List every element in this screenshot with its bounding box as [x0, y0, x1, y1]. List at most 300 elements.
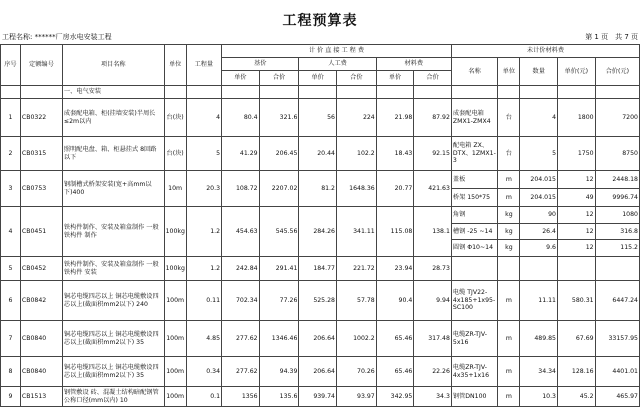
- row-base-unit-price: 277.62: [222, 321, 260, 357]
- mat-unit: kg: [498, 224, 519, 241]
- header-seq: 序号: [1, 45, 21, 86]
- blank-cell: [336, 86, 376, 99]
- header-mat-qty: 数量: [520, 58, 558, 86]
- mat-unit-price-stack: [558, 257, 595, 280]
- mat-qty: [520, 257, 557, 280]
- mat-total: 9996.74: [612, 193, 638, 201]
- mat-unit-price-stack: [558, 281, 595, 320]
- header-labor-unit-price: 单价: [299, 71, 337, 86]
- header-material-total: 合价: [414, 71, 452, 86]
- meta-bar: [2, 32, 638, 44]
- row-base-total: 2207.02: [259, 171, 299, 207]
- row-mat-total-cell: [595, 321, 639, 357]
- row-mat-qty-cell: [520, 281, 558, 321]
- header-base-total: 合价: [259, 71, 299, 86]
- section-title: 一、电气安装: [62, 86, 164, 99]
- row-mat-total-cell: [595, 171, 639, 207]
- row-item: 钢制槽式桥架安装(宽+高mm以下)400: [62, 171, 164, 207]
- header-material-unit-price: 单价: [376, 71, 414, 86]
- blank-cell: [1, 86, 21, 99]
- mat-qty: 26.4: [520, 224, 557, 241]
- row-code: CB0842: [20, 281, 62, 321]
- row-item: 铜芯电缆四芯以上 铜芯电缆敷设四芯以上(截面积mm2以下) 35: [62, 357, 164, 387]
- mat-unit-price-stack: [558, 171, 595, 206]
- mat-unit-price: 12: [558, 224, 595, 241]
- mat-total: 8750: [622, 149, 638, 157]
- row-mat-unit-price-cell: [558, 281, 596, 321]
- row-labor-total: 224: [336, 99, 376, 137]
- header-labor-total: 合价: [336, 71, 376, 86]
- header-item: 项目名称: [62, 45, 164, 86]
- mat-total: 7200: [622, 113, 638, 121]
- row-labor-unit-price: 284.26: [299, 207, 337, 257]
- mat-name-stack: [452, 207, 497, 256]
- mat-name: 电缆ZR-TJV-4x35+1x16: [452, 364, 490, 379]
- row-labor-total: 57.78: [336, 281, 376, 321]
- row-mat-unit-price-cell: [558, 387, 596, 407]
- row-qty: 0.1: [186, 387, 221, 407]
- row-base-unit-price: 454.63: [222, 207, 260, 257]
- table-row: [1, 137, 640, 171]
- row-item: 铁构件制作、安装及箱盒制作 一般铁构件 安装: [62, 257, 164, 281]
- mat-unit-stack: [498, 281, 519, 320]
- row-base-unit-price: 41.29: [222, 137, 260, 171]
- row-material-unit-price: 65.46: [376, 357, 414, 387]
- blank-cell: [299, 86, 337, 99]
- row-mat-unit-cell: [498, 257, 520, 281]
- row-seq: 6: [1, 281, 21, 321]
- row-base-unit-price: 702.34: [222, 281, 260, 321]
- mat-unit: m: [505, 392, 512, 400]
- mat-unit-stack: [498, 257, 519, 280]
- row-labor-total: 70.26: [336, 357, 376, 387]
- mat-unit-price-stack: [558, 387, 595, 406]
- row-code: CB1513: [20, 387, 62, 407]
- mat-qty: 10.3: [542, 392, 556, 400]
- mat-qty: 9.6: [546, 244, 556, 252]
- mat-unit-stack: [498, 99, 519, 136]
- mat-total-stack: [596, 357, 639, 386]
- row-unit: 台(块): [164, 99, 186, 137]
- mat-unit-price: 1750: [577, 149, 594, 157]
- row-qty: 0.11: [186, 281, 221, 321]
- mat-qty: 204.015: [530, 193, 556, 201]
- mat-name-stack: [452, 99, 497, 136]
- mat-unit-price: [558, 257, 595, 280]
- row-mat-unit-price-cell: [558, 321, 596, 357]
- budget-table: [0, 44, 640, 407]
- row-unit: 10m: [164, 171, 186, 207]
- header-labor: 人工费: [299, 58, 376, 71]
- mat-total: [596, 257, 639, 280]
- page-indicator: 第 1 页 共 7 页: [585, 33, 638, 41]
- mat-name-stack: [452, 387, 497, 406]
- mat-name: 钢管DN100: [452, 392, 487, 400]
- mat-unit-price: 67.69: [575, 334, 594, 342]
- row-mat-name-cell: [451, 281, 497, 321]
- mat-name-stack: [452, 257, 497, 280]
- header-base-unit-price: 单价: [222, 71, 260, 86]
- row-seq: 9: [1, 387, 21, 407]
- row-mat-unit-cell: [498, 357, 520, 387]
- row-mat-total-cell: [595, 357, 639, 387]
- row-code: CB0315: [20, 137, 62, 171]
- mat-qty-stack: [520, 281, 557, 320]
- row-mat-unit-price-cell: [558, 171, 596, 207]
- row-base-total: 206.45: [259, 137, 299, 171]
- header-base: 基价: [222, 58, 299, 71]
- blank-cell: [451, 86, 497, 99]
- blank-cell: [558, 86, 596, 99]
- mat-qty: 489.85: [534, 334, 556, 342]
- row-item: 成套配电箱、柜(挂墙安装)半周长≤2m以内: [62, 99, 164, 137]
- row-mat-name-cell: [451, 99, 497, 137]
- mat-unit-price-stack: [558, 99, 595, 136]
- row-qty: 1.2: [186, 257, 221, 281]
- mat-qty-stack: [520, 137, 557, 170]
- row-mat-qty-cell: [520, 137, 558, 171]
- mat-total: 6447.24: [612, 296, 638, 304]
- row-mat-unit-cell: [498, 137, 520, 171]
- row-material-total: 87.92: [414, 99, 452, 137]
- row-seq: 4: [1, 207, 21, 257]
- row-code: CB0753: [20, 171, 62, 207]
- row-item: 照明配电盘、箱、柜悬挂式 8回路以下: [62, 137, 164, 171]
- row-code: CB0452: [20, 257, 62, 281]
- row-code: CB0322: [20, 99, 62, 137]
- row-base-total: 545.56: [259, 207, 299, 257]
- mat-unit: m: [505, 334, 512, 342]
- mat-unit: m: [505, 193, 512, 201]
- row-labor-total: 1002.2: [336, 321, 376, 357]
- mat-name-stack: [452, 357, 497, 386]
- row-labor-total: 102.2: [336, 137, 376, 171]
- row-material-total: 421.63: [414, 171, 452, 207]
- row-mat-qty-cell: [520, 99, 558, 137]
- row-mat-name-cell: [451, 171, 497, 207]
- row-base-total: 321.6: [259, 99, 299, 137]
- row-mat-unit-cell: [498, 171, 520, 207]
- header-mat-total: 合价(元): [595, 58, 639, 86]
- mat-unit-price-stack: [558, 137, 595, 170]
- table-row: [1, 357, 640, 387]
- row-mat-qty-cell: [520, 207, 558, 257]
- row-labor-total: 1648.36: [336, 171, 376, 207]
- mat-unit: m: [505, 296, 512, 304]
- mat-name-stack: [452, 281, 497, 320]
- row-item: 铜芯电缆四芯以上 铜芯电缆敷设四芯以上(截面积mm2以下) 240: [62, 281, 164, 321]
- mat-unit-price-stack: [558, 357, 595, 386]
- mat-total: 1080: [596, 207, 639, 224]
- mat-unit: kg: [505, 244, 513, 252]
- mat-total: 2448.18: [596, 171, 639, 189]
- mat-qty-stack: [520, 207, 557, 256]
- row-seq: 3: [1, 171, 21, 207]
- row-mat-unit-cell: [498, 99, 520, 137]
- row-material-total: 138.1: [414, 207, 452, 257]
- row-unit: 100m: [164, 357, 186, 387]
- row-labor-unit-price: 206.64: [299, 321, 337, 357]
- row-mat-total-cell: [595, 281, 639, 321]
- header-code: 定额编号: [20, 45, 62, 86]
- mat-name: 盖板: [452, 171, 497, 189]
- project-name: 工程名称: ******厂房水电安装工程: [2, 33, 112, 41]
- mat-total: 465.97: [616, 392, 638, 400]
- document-title: 工程预算表: [282, 13, 358, 29]
- blank-cell: [222, 86, 260, 99]
- row-mat-qty-cell: [520, 387, 558, 407]
- row-mat-total-cell: [595, 137, 639, 171]
- row-item: 钢管敷设 砖、混凝土结构暗配钢管公称口径(mm以内) 10: [62, 387, 164, 407]
- mat-unit-stack: [498, 171, 519, 206]
- mat-qty-stack: [520, 387, 557, 406]
- row-unit: 100m: [164, 321, 186, 357]
- row-base-total: 291.41: [259, 257, 299, 281]
- blank-cell: [20, 86, 62, 99]
- mat-unit: kg: [498, 207, 519, 224]
- row-base-unit-price: 277.62: [222, 357, 260, 387]
- mat-total-stack: [596, 137, 639, 170]
- mat-total-stack: [596, 281, 639, 320]
- blank-cell: [498, 86, 520, 99]
- mat-unit-stack: [498, 321, 519, 356]
- mat-qty-stack: [520, 357, 557, 386]
- mat-qty-stack: [520, 257, 557, 280]
- mat-unit: m: [498, 171, 519, 189]
- row-material-unit-price: 18.43: [376, 137, 414, 171]
- mat-unit-price: 12: [558, 207, 595, 224]
- mat-total-stack: [596, 207, 639, 256]
- row-mat-unit-price-cell: [558, 207, 596, 257]
- mat-name: 桥架 150*75: [452, 193, 491, 201]
- mat-name: 电缆ZR-TJV-5x16: [452, 331, 487, 346]
- row-material-unit-price: 23.94: [376, 257, 414, 281]
- row-labor-unit-price: 206.64: [299, 357, 337, 387]
- mat-qty-stack: [520, 171, 557, 206]
- row-mat-qty-cell: [520, 357, 558, 387]
- row-labor-unit-price: 184.77: [299, 257, 337, 281]
- mat-name-stack: [452, 137, 497, 170]
- mat-name: 成套配电箱 ZMX1-ZMX4: [452, 110, 491, 125]
- table-row: [1, 321, 640, 357]
- blank-cell: [520, 86, 558, 99]
- header-unit: 单位: [164, 45, 186, 86]
- row-qty: 4.85: [186, 321, 221, 357]
- row-labor-unit-price: 939.74: [299, 387, 337, 407]
- mat-qty: 11.11: [538, 296, 556, 304]
- mat-unit-stack: [498, 387, 519, 406]
- row-material-total: 9.94: [414, 281, 452, 321]
- mat-qty: 34.34: [538, 367, 556, 375]
- row-base-unit-price: 80.4: [222, 99, 260, 137]
- row-base-total: 94.39: [259, 357, 299, 387]
- row-material-total: 22.26: [414, 357, 452, 387]
- row-material-unit-price: 342.95: [376, 387, 414, 407]
- header-mat-unit-price: 单价(元): [558, 58, 596, 86]
- mat-unit-price: 45.2: [579, 392, 594, 400]
- row-mat-name-cell: [451, 137, 497, 171]
- row-labor-unit-price: 525.28: [299, 281, 337, 321]
- row-mat-unit-cell: [498, 321, 520, 357]
- mat-name: 角钢: [452, 207, 497, 224]
- row-material-unit-price: 90.4: [376, 281, 414, 321]
- row-labor-unit-price: 56: [299, 99, 337, 137]
- row-mat-qty-cell: [520, 321, 558, 357]
- mat-unit-stack: [498, 137, 519, 170]
- mat-name-stack: [452, 321, 497, 356]
- row-mat-total-cell: [595, 257, 639, 281]
- row-mat-unit-price-cell: [558, 257, 596, 281]
- row-mat-name-cell: [451, 207, 497, 257]
- mat-name: 配电箱 ZX、DTX、1ZMX1-3: [452, 142, 496, 165]
- row-qty: 0.34: [186, 357, 221, 387]
- table-row: [1, 257, 640, 281]
- blank-cell: [164, 86, 186, 99]
- row-material-total: 34.3: [414, 387, 452, 407]
- mat-total: 4401.01: [612, 367, 638, 375]
- row-unit: 100kg: [164, 257, 186, 281]
- mat-name: 电缆 TJV22-4x185+1x95-SC100: [452, 289, 496, 312]
- table-row: [1, 281, 640, 321]
- row-seq: 2: [1, 137, 21, 171]
- mat-total-stack: [596, 171, 639, 206]
- row-qty: 4: [186, 99, 221, 137]
- row-code: CB0451: [20, 207, 62, 257]
- mat-qty: 204.015: [520, 171, 557, 189]
- row-item: 铜芯电缆四芯以上 铜芯电缆敷设四芯以上(截面积mm2以下) 35: [62, 321, 164, 357]
- blank-cell: [414, 86, 452, 99]
- row-material-total: 28.73: [414, 257, 452, 281]
- row-material-unit-price: 115.08: [376, 207, 414, 257]
- table-row: [1, 387, 640, 407]
- row-seq: 7: [1, 321, 21, 357]
- row-unit: 100m: [164, 281, 186, 321]
- mat-name: 圆钢 Φ10~14: [452, 244, 494, 252]
- blank-cell: [259, 86, 299, 99]
- row-labor-unit-price: 20.44: [299, 137, 337, 171]
- row-code: CB0840: [20, 321, 62, 357]
- row-unit: 台(块): [164, 137, 186, 171]
- row-labor-total: 341.11: [336, 207, 376, 257]
- mat-unit-stack: [498, 207, 519, 256]
- row-code: CB0840: [20, 357, 62, 387]
- blank-cell: [376, 86, 414, 99]
- row-base-unit-price: 1356: [222, 387, 260, 407]
- blank-cell: [595, 86, 639, 99]
- mat-total-stack: [596, 257, 639, 280]
- row-qty: 5: [186, 137, 221, 171]
- mat-unit: 台: [505, 113, 512, 121]
- mat-name-stack: [452, 171, 497, 206]
- row-mat-unit-cell: [498, 387, 520, 407]
- mat-total: 33157.95: [608, 334, 638, 342]
- header-unpriced-material: 未计价材料费: [451, 45, 639, 58]
- row-qty: 20.3: [186, 171, 221, 207]
- header-mat-name: 名称: [451, 58, 497, 86]
- mat-unit-price-stack: [558, 321, 595, 356]
- header-qty: 工程量: [186, 45, 221, 86]
- table-row: [1, 171, 640, 207]
- row-unit: 100kg: [164, 207, 186, 257]
- row-mat-unit-cell: [498, 207, 520, 257]
- blank-cell: [186, 86, 221, 99]
- mat-total-stack: [596, 321, 639, 356]
- mat-qty-stack: [520, 321, 557, 356]
- row-seq: 5: [1, 257, 21, 281]
- mat-unit: m: [505, 367, 512, 375]
- mat-unit-price: 580.31: [571, 296, 594, 304]
- row-qty: 1.2: [186, 207, 221, 257]
- mat-unit: [498, 257, 519, 280]
- mat-total-stack: [596, 387, 639, 406]
- mat-unit-price: 12: [558, 171, 595, 189]
- mat-unit-stack: [498, 357, 519, 386]
- row-material-unit-price: 20.77: [376, 171, 414, 207]
- mat-qty-stack: [520, 99, 557, 136]
- header-material: 材料费: [376, 58, 451, 71]
- mat-unit: 台: [505, 149, 512, 157]
- table-row: [1, 207, 640, 257]
- row-mat-name-cell: [451, 321, 497, 357]
- row-material-total: 92.15: [414, 137, 452, 171]
- row-mat-total-cell: [595, 207, 639, 257]
- row-mat-total-cell: [595, 99, 639, 137]
- table-row: [1, 99, 640, 137]
- mat-name: 槽钢 -25 ~14: [452, 224, 497, 241]
- row-base-total: 135.6: [259, 387, 299, 407]
- row-mat-name-cell: [451, 257, 497, 281]
- mat-unit-price-stack: [558, 207, 595, 256]
- row-mat-qty-cell: [520, 171, 558, 207]
- mat-unit-price: 49: [585, 193, 594, 201]
- mat-qty: 4: [552, 113, 556, 121]
- row-base-total: 1346.46: [259, 321, 299, 357]
- header-direct-cost: 计 价 直 接 工 程 费: [222, 45, 452, 58]
- mat-total-stack: [596, 99, 639, 136]
- row-labor-total: 93.97: [336, 387, 376, 407]
- mat-qty: 5: [552, 149, 556, 157]
- row-material-unit-price: 65.46: [376, 321, 414, 357]
- mat-unit-price: 128.16: [571, 367, 594, 375]
- row-seq: 8: [1, 357, 21, 387]
- row-labor-total: 221.72: [336, 257, 376, 281]
- row-labor-unit-price: 81.2: [299, 171, 337, 207]
- header-mat-unit: 单位: [498, 58, 520, 86]
- row-mat-total-cell: [595, 387, 639, 407]
- row-mat-unit-price-cell: [558, 137, 596, 171]
- mat-qty: 90: [520, 207, 557, 224]
- row-seq: 1: [1, 99, 21, 137]
- row-mat-unit-cell: [498, 281, 520, 321]
- row-mat-name-cell: [451, 387, 497, 407]
- row-item: 铁构件制作、安装及箱盒制作 一般铁构件 制作: [62, 207, 164, 257]
- row-base-total: 77.26: [259, 281, 299, 321]
- mat-unit-price: 1800: [577, 113, 594, 121]
- row-base-unit-price: 108.72: [222, 171, 260, 207]
- row-mat-unit-price-cell: [558, 357, 596, 387]
- mat-name: [452, 257, 497, 280]
- row-material-total: 317.48: [414, 321, 452, 357]
- mat-total: 115.2: [620, 244, 638, 252]
- row-base-unit-price: 242.84: [222, 257, 260, 281]
- mat-total: 316.8: [596, 224, 639, 241]
- row-mat-unit-price-cell: [558, 99, 596, 137]
- mat-unit-price: 12: [585, 244, 594, 252]
- row-unit: 100m: [164, 387, 186, 407]
- row-mat-qty-cell: [520, 257, 558, 281]
- row-material-unit-price: 21.98: [376, 99, 414, 137]
- row-mat-name-cell: [451, 357, 497, 387]
